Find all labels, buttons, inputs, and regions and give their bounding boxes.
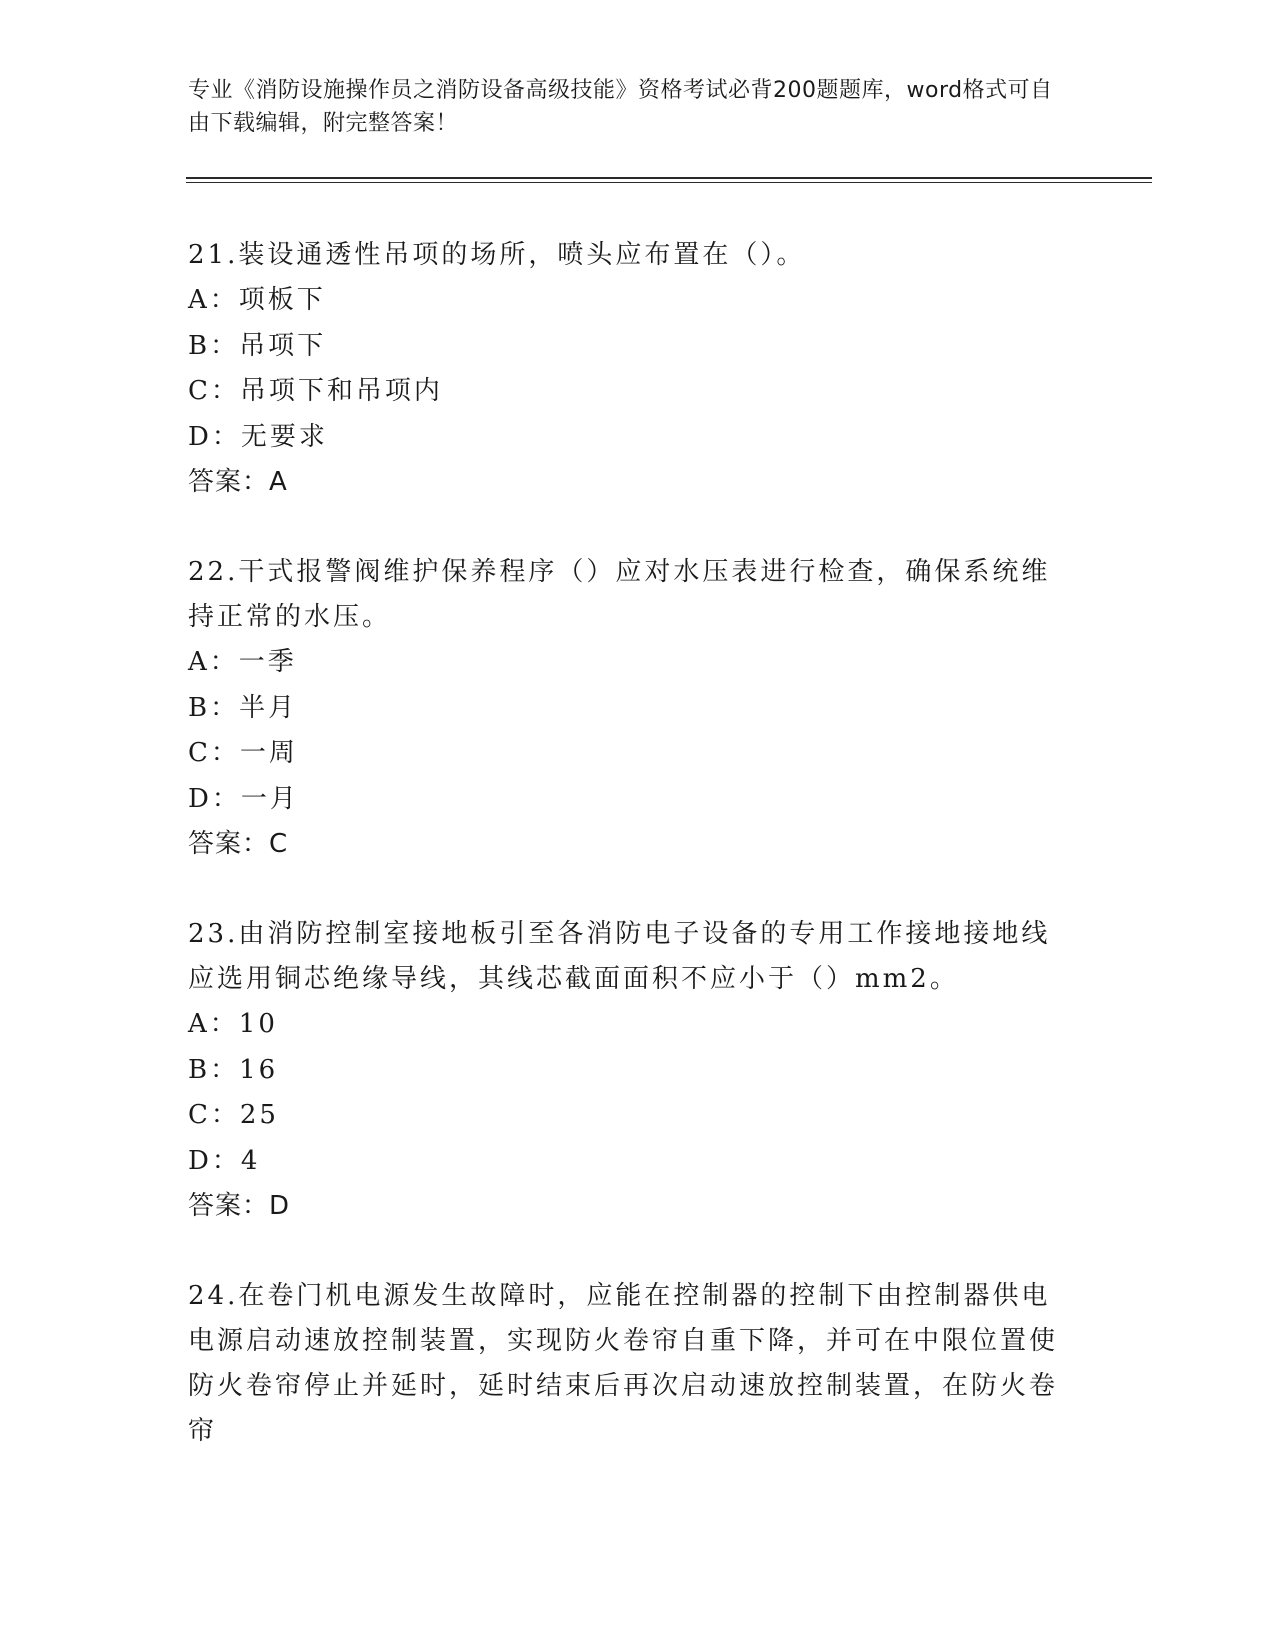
question-list — [188, 233, 1078, 1498]
option-b: B：吊项下 — [188, 330, 327, 361]
option-c: C：一周 — [188, 738, 298, 769]
option-c: C：吊项下和吊项内 — [188, 376, 443, 407]
option-b: B：半月 — [188, 692, 298, 723]
answer-line: 答案：C — [188, 829, 289, 860]
question-stem: 21.装设通透性吊项的场所，喷头应布置在（）。 — [188, 240, 806, 270]
document-header: 专业《消防设施操作员之消防设备高级技能》资格考试必背200题题库，word格式可自由下载编辑，附完整答案！ — [188, 78, 1053, 136]
option-d: D：4 — [188, 1145, 261, 1176]
question-stem: 24.在卷门机电源发生故障时，应能在控制器的控制下由控制器供电电源启动速放控制装置，实现防火卷帘自重下降，并可在中限位置使防火卷帘停止并延时，延时结束后再次启动速放控制装置，在防火卷帘 — [188, 1280, 1059, 1446]
header-rule-thick — [186, 177, 1152, 179]
option-a: A：项板下 — [188, 285, 326, 315]
answer-line: 答案：D — [188, 1191, 291, 1222]
question-21 — [188, 233, 1078, 506]
question-24 — [188, 1274, 1078, 1454]
header-rule-thin — [186, 182, 1152, 183]
option-b: B：16 — [188, 1054, 279, 1085]
option-d: D：无要求 — [188, 421, 328, 452]
question-23 — [188, 912, 1078, 1230]
question-stem: 23.由消防控制室接地板引至各消防电子设备的专用工作接地接地线应选用铜芯绝缘导线，其线芯截面面积不应小于（）mm2。 — [188, 918, 1051, 994]
question-22 — [188, 550, 1078, 868]
option-c: C：25 — [188, 1100, 279, 1131]
answer-line: 答案：A — [188, 467, 288, 498]
option-a: A：10 — [188, 1008, 278, 1039]
option-d: D：一月 — [188, 783, 299, 814]
question-stem: 22.干式报警阀维护保养程序（）应对水压表进行检查，确保系统维持正常的水压。 — [188, 556, 1051, 632]
option-a: A：一季 — [188, 646, 297, 677]
